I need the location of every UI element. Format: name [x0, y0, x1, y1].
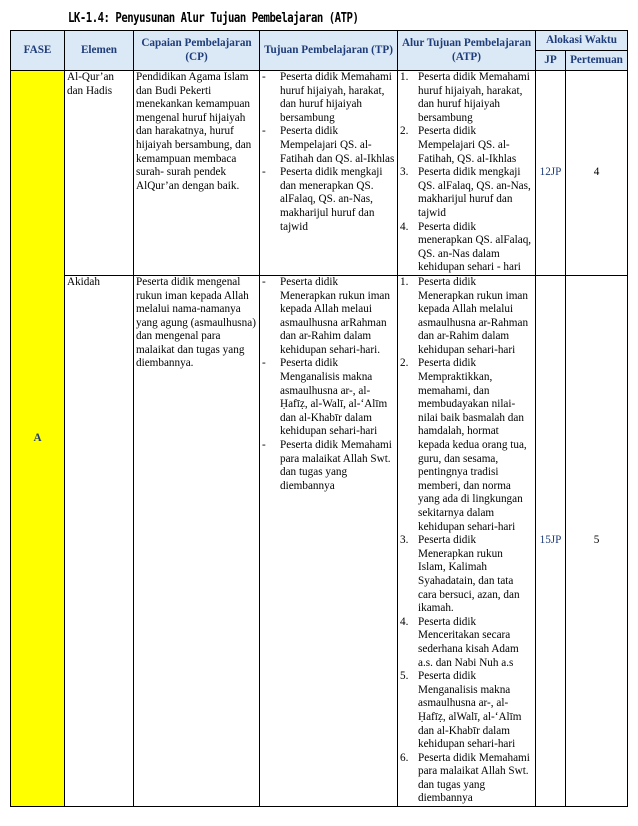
atp-item: 1. Peserta didik Menerapkan rukun iman kepada Allah melalui asmaulhusna ar-Rahman dan ar-Rahim dalam kehidupan sehari-hari	[400, 275, 529, 356]
header-tp: Tujuan Pembelajaran (TP)	[260, 31, 398, 71]
pertemuan-cell: 5	[566, 275, 628, 806]
atp-cell	[398, 71, 536, 276]
elemen-cell: Al-Qur’an dan Hadis	[65, 71, 134, 276]
atp-table	[10, 30, 628, 807]
atp-item: 4. Peserta didik Menceritakan secara sederhana kisah Adam a.s. dan Nabi Nuh a.s	[400, 615, 519, 669]
header-atp: Alur Tujuan Pembelajaran (ATP)	[398, 31, 536, 71]
atp-cell	[398, 275, 536, 806]
tp-item: - Peserta didik Mempelajari QS. al-Fatihah dan QS. al-Ikhlas	[262, 125, 395, 166]
atp-item: 2. Peserta didik Mempraktikkan, memahami, dan membudayakan nilai-nilai baik basmalah dan hamdalah, hormat kepada kedua orang tua, guru, dan sesama, pentingnya tradisi memberi, dan norma yang ada di lingkungan sekitarnya dalam kehidupan sehari-hari	[400, 357, 527, 533]
atp-item: 4. Peserta didik menerapkan QS. alFalaq, QS. an-Nas dalam kehidupan sehari - hari	[400, 220, 532, 274]
jp-cell: 15JP	[536, 275, 566, 806]
tp-cell	[260, 275, 398, 806]
table-row	[11, 275, 628, 806]
tp-item: - Peserta didik Memahami para malaikat Allah Swt. dan tugas yang diembannya	[262, 439, 395, 493]
atp-item: 1. Peserta didik Memahami huruf hijaiyah, harakat, dan huruf hijaiyah bersambung	[400, 71, 530, 124]
header-cp: Capaian Pembelajaran (CP)	[134, 31, 260, 71]
atp-item: 3. Peserta didik Menerapkan rukun Islam, Kalimah Syahadatain, dan tata cara bersuci, azan, dan ikamah.	[400, 534, 520, 615]
header-alokasi-waktu: Alokasi Waktu	[536, 31, 628, 51]
jp-cell: 12JP	[536, 71, 566, 276]
fase-cell: A	[11, 71, 65, 807]
tp-item: - Peserta didik mengkaji dan menerapkan QS. alFalaq, QS. an-Nas, makharijul huruf dan tajwid	[262, 166, 395, 234]
tp-item: - Peserta didik Memahami huruf hijaiyah, harakat, dan huruf hijaiyah bersambung	[262, 71, 395, 125]
header-pertemuan: Pertemuan	[566, 51, 628, 71]
tp-item: - Peserta didik Menerapkan rukun iman kepada Allah melaui asmaulhusna arRahman dan ar-Rahim dalam kehidupan sehari-hari.	[262, 276, 395, 358]
header-jp: JP	[536, 51, 566, 71]
pertemuan-cell: 4	[566, 71, 628, 276]
atp-item: 2. Peserta didik Mempelajari QS. al-Fatihah, QS. al-Ikhlas	[400, 125, 517, 165]
header-elemen: Elemen	[65, 31, 134, 71]
atp-item: 5. Peserta didik Menganalisis makna asmaulhusna ar-, al-Ḥafīẓ, alWalī, al-‘Alīm dan al-Khabīr dalam kehidupan sehari-hari	[400, 670, 522, 751]
table-row	[11, 71, 628, 276]
tp-cell	[260, 71, 398, 276]
atp-item: 6. Peserta didik Memahami para malaikat Allah Swt. dan tugas yang diembannya	[400, 751, 530, 805]
atp-item: 3. Peserta didik mengkaji QS. alFalaq, QS. an-Nas, makharijul huruf dan tajwid	[400, 166, 531, 219]
tp-item: - Peserta didik Menganalisis makna asmaulhusna ar-, al-Ḥafīẓ, al-Walī, al-‘Alīm dan al-Khabīr dalam kehidupan sehari-hari	[262, 357, 395, 439]
document-title: LK-1.4: Penyusunan Alur Tujuan Pembelajaran (ATP)	[68, 11, 359, 26]
cp-cell: Pendidikan Agama Islam dan Budi Pekerti menekankan kemampuan mengenal huruf hijaiyah dan harakatnya, huruf hijaiyah bersambung, dan kemampuan membaca surah- surah pendek AlQur’an dengan baik.	[134, 71, 260, 276]
elemen-cell: Akidah	[65, 275, 134, 806]
cp-cell: Peserta didik mengenal rukun iman kepada Allah melalui nama-namanya yang agung (asmaulhusna) dan mengenal para malaikat dan tugas yang diembannya.	[134, 275, 260, 806]
header-fase: FASE	[11, 31, 65, 71]
